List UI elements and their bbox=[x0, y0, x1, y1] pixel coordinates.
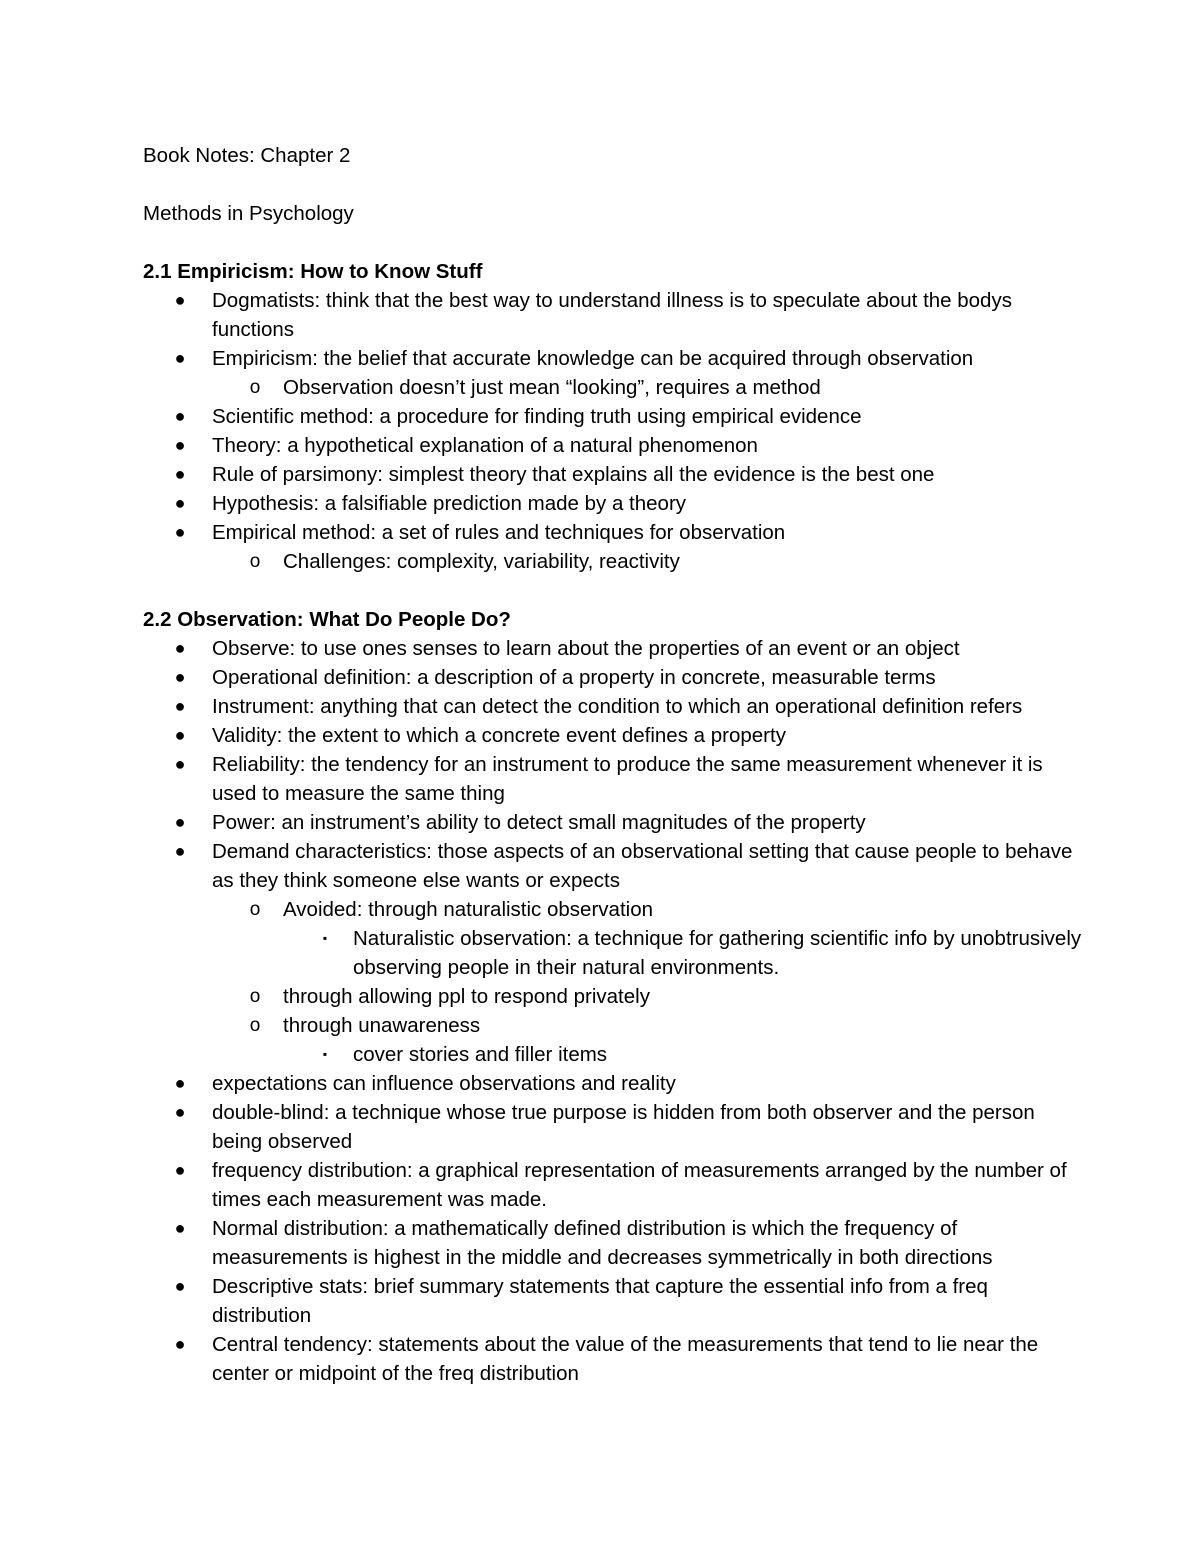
list-item-text: Hypothesis: a falsifiable prediction made by a theory bbox=[212, 492, 687, 515]
bullet-icon: ● bbox=[174, 841, 186, 861]
list-item bbox=[143, 982, 1083, 1011]
bullet-icon: ● bbox=[174, 406, 186, 426]
bullet-icon: ● bbox=[174, 696, 186, 716]
document-title: Book Notes: Chapter 2 bbox=[143, 144, 351, 167]
list-item-text: Validity: the extent to which a concrete event defines a property bbox=[212, 724, 786, 747]
list-item bbox=[143, 895, 1083, 924]
list-item bbox=[143, 373, 1083, 402]
list-item-text: Scientific method: a procedure for finding truth using empirical evidence bbox=[212, 405, 862, 428]
list-item-text: cover stories and filler items bbox=[353, 1043, 608, 1066]
list-item-text: Naturalistic observation: a technique for gathering scientific info by unobtrusively observing people in their natural environments. bbox=[353, 927, 1082, 979]
list-item-text: Power: an instrument’s ability to detect small magnitudes of the property bbox=[212, 811, 866, 834]
bullet-icon: ● bbox=[174, 667, 186, 687]
list-item-text: Demand characteristics: those aspects of an observational setting that cause people to behave as they think someone else wants or expects bbox=[212, 840, 1073, 892]
list-item-text: frequency distribution: a graphical representation of measurements arranged by the number of times each measurement was made. bbox=[212, 1159, 1067, 1211]
list-item bbox=[143, 489, 1083, 518]
list-item bbox=[143, 721, 1083, 750]
list-item-text: through unawareness bbox=[283, 1014, 481, 1037]
list-item-text: Rule of parsimony: simplest theory that explains all the evidence is the best one bbox=[212, 463, 935, 486]
list-item bbox=[143, 1156, 1083, 1214]
circle-bullet-icon: o bbox=[249, 1015, 261, 1036]
list-item bbox=[143, 663, 1083, 692]
bullet-icon: ● bbox=[174, 754, 186, 774]
list-item bbox=[143, 431, 1083, 460]
list-item bbox=[143, 634, 1083, 663]
list-item bbox=[143, 924, 1083, 982]
square-bullet-icon: ▪ bbox=[322, 931, 328, 945]
list-item-text: double-blind: a technique whose true purpose is hidden from both observer and the person being observed bbox=[212, 1101, 1035, 1153]
section-heading-2-1: 2.1 Empiricism: How to Know Stuff bbox=[143, 260, 483, 283]
list-item bbox=[143, 460, 1083, 489]
document-page bbox=[143, 141, 1083, 1388]
list-item-text: Observe: to use ones senses to learn about the properties of an event or an object bbox=[212, 637, 960, 660]
list-item bbox=[143, 692, 1083, 721]
list-item bbox=[143, 518, 1083, 547]
bullet-icon: ● bbox=[174, 1073, 186, 1093]
list-item-text: Observation doesn’t just mean “looking”, requires a method bbox=[283, 376, 821, 399]
list-item-text: Central tendency: statements about the value of the measurements that tend to lie near the center or midpoint of the freq distribution bbox=[212, 1333, 1039, 1385]
bullet-icon: ● bbox=[174, 1218, 186, 1238]
list-item-text: Operational definition: a description of a property in concrete, measurable terms bbox=[212, 666, 936, 689]
spacer bbox=[143, 576, 1083, 605]
list-item-text: Avoided: through naturalistic observation bbox=[283, 898, 653, 921]
list-item-text: through allowing ppl to respond privately bbox=[283, 985, 650, 1008]
list-item bbox=[143, 837, 1083, 895]
list-item bbox=[143, 1011, 1083, 1040]
spacer bbox=[143, 170, 1083, 199]
list-item bbox=[143, 1330, 1083, 1388]
section-heading-2-2: 2.2 Observation: What Do People Do? bbox=[143, 608, 511, 631]
circle-bullet-icon: o bbox=[249, 986, 261, 1007]
list-item bbox=[143, 1040, 1083, 1069]
list-item bbox=[143, 1069, 1083, 1098]
list-item bbox=[143, 1272, 1083, 1330]
bullet-icon: ● bbox=[174, 638, 186, 658]
list-item-text: Normal distribution: a mathematically defined distribution is which the frequency of measurements is highest in the middle and decreases symmetrically in both directions bbox=[212, 1217, 993, 1269]
list-item-text: Theory: a hypothetical explanation of a natural phenomenon bbox=[212, 434, 758, 457]
list-item-text: Descriptive stats: brief summary statements that capture the essential info from a freq distribution bbox=[212, 1275, 988, 1327]
bullet-icon: ● bbox=[174, 522, 186, 542]
bullet-icon: ● bbox=[174, 725, 186, 745]
circle-bullet-icon: o bbox=[249, 377, 261, 398]
list-item bbox=[143, 547, 1083, 576]
list-item bbox=[143, 808, 1083, 837]
list-item bbox=[143, 402, 1083, 431]
bullet-icon: ● bbox=[174, 348, 186, 368]
bullet-icon: ● bbox=[174, 290, 186, 310]
list-item-text: Instrument: anything that can detect the condition to which an operational definition refers bbox=[212, 695, 1023, 718]
list-item-text: Dogmatists: think that the best way to understand illness is to speculate about the bodys functions bbox=[212, 289, 1012, 341]
list-item-text: Challenges: complexity, variability, reactivity bbox=[283, 550, 680, 573]
list-item-text: Empiricism: the belief that accurate knowledge can be acquired through observation bbox=[212, 347, 974, 370]
list-item bbox=[143, 344, 1083, 373]
bullet-icon: ● bbox=[174, 812, 186, 832]
circle-bullet-icon: o bbox=[249, 551, 261, 572]
bullet-icon: ● bbox=[174, 1334, 186, 1354]
list-item bbox=[143, 750, 1083, 808]
section-2-1-list bbox=[143, 286, 1083, 576]
bullet-icon: ● bbox=[174, 435, 186, 455]
spacer bbox=[143, 228, 1083, 257]
list-item bbox=[143, 1098, 1083, 1156]
bullet-icon: ● bbox=[174, 464, 186, 484]
list-item bbox=[143, 1214, 1083, 1272]
list-item-text: expectations can influence observations and reality bbox=[212, 1072, 676, 1095]
circle-bullet-icon: o bbox=[249, 899, 261, 920]
document-subtitle: Methods in Psychology bbox=[143, 202, 354, 225]
bullet-icon: ● bbox=[174, 1276, 186, 1296]
bullet-icon: ● bbox=[174, 1102, 186, 1122]
section-2-2-list bbox=[143, 634, 1083, 1388]
square-bullet-icon: ▪ bbox=[322, 1047, 328, 1061]
list-item-text: Reliability: the tendency for an instrument to produce the same measurement whenever it is used to measure the same thing bbox=[212, 753, 1043, 805]
list-item-text: Empirical method: a set of rules and techniques for observation bbox=[212, 521, 786, 544]
list-item bbox=[143, 286, 1083, 344]
bullet-icon: ● bbox=[174, 493, 186, 513]
bullet-icon: ● bbox=[174, 1160, 186, 1180]
